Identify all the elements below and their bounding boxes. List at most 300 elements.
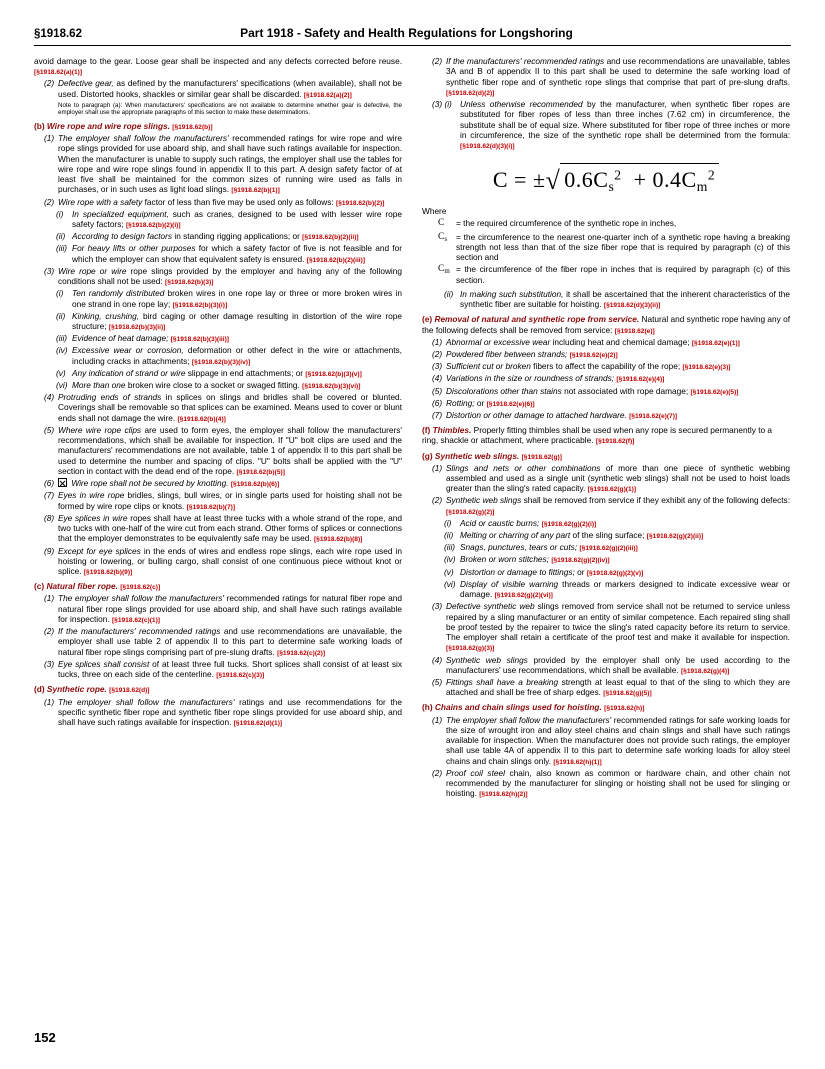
symbol: Cm — [438, 264, 450, 276]
citation: [§1918.62(g)(2)(i)] — [541, 520, 597, 528]
text: and use recommendations are unavailable, tables 3A and B of appendix II to this part shall be used to determine the safe working load of synthetic fiber rope and of synthetic rope slings that comprise that part of pre-slung drafts. — [446, 56, 790, 87]
heading-label: Synthetic web slings. — [434, 450, 520, 461]
text: recommended ratings for safe working loads for the size of wrought iron and alloy steel chains and chain slings and shall have such ratings available for inspection. When the manufacturer does not provide such ratings, the employer shall use table 4A of appendix II to this part to determine safe working loads for alloy steel chains and chain slings only. — [446, 714, 790, 766]
text: slings removed from service shall not be returned to service unless repaired by a sling manufacturer or an entity of similar competence. Each repaired sling shall be proof tested by the repairer to twice the sling's rated capacity before its return to service. The employer shall retain a certificate of the proof test and make it available for inspection. — [446, 601, 790, 643]
paragraph-d3i — [432, 99, 790, 151]
where-label: Where — [422, 205, 447, 216]
lead-in-text: Synthetic web slings — [446, 495, 522, 506]
list-marker: (ii) — [56, 231, 66, 242]
body-text — [460, 99, 790, 151]
citation: [§1918.62(d)(2)] — [446, 89, 495, 97]
list-marker: (1) — [44, 696, 55, 707]
body-text — [58, 626, 402, 658]
citation: [§1918.62(a)(1)] — [34, 69, 83, 77]
list-marker: (2) — [44, 626, 55, 637]
text: recommended ratings for wire rope and wire rope slings provided for use aboard ship, and shall have such ratings available for inspection. When the manufacturer is unable to supply such ratings, the employer shall use the tables for wire rope and wire rope slings found in appendix II to this part. A design safety factor of at least five shall be maintained for the common sizes of running wire used as falls in purchases, or in such uses as light load slings. — [58, 132, 403, 195]
text: chain, also known as common or hardware chain, and other chain not recommended by the manufacturer for slinging or hoisting shall not be used for slinging or hoisting. — [446, 767, 790, 799]
heading-label: Chains and chain slings used for hoisting. — [434, 702, 602, 713]
text: recommended ratings for natural fiber rope and natural fiber rope slings provided for use aboard ship, and shall have such ratings available for inspection. — [58, 593, 402, 624]
paragraph-b1 — [44, 133, 402, 196]
citation: [§1918.62(d)(3)(i)] — [460, 143, 515, 151]
body-text — [460, 579, 790, 600]
paragraph-c3 — [44, 659, 402, 680]
lead-in-text: Defective synthetic web — [446, 601, 535, 612]
text: or — [577, 566, 585, 577]
definition-text: = the circumference of the fiber rope in inches that is required by paragraph (c) of this section. — [456, 264, 790, 285]
body-text — [58, 659, 402, 680]
citation: [§1918.62(e)(3)] — [682, 364, 731, 372]
list-marker: (iii) — [444, 542, 456, 553]
body-text — [460, 554, 790, 565]
citation: [§1918.62(e)(7)] — [629, 412, 678, 420]
paragraph-d3ii — [444, 289, 790, 310]
heading-paragraph-b — [34, 121, 402, 132]
lead-in-text: Fittings shall have a breaking — [446, 676, 559, 687]
list-marker: (1) — [44, 593, 55, 604]
list-marker: (5) — [44, 424, 55, 435]
body-text — [446, 349, 790, 360]
definition-text: = the required circumference of the synthetic rope in inches, — [456, 217, 677, 228]
body-text — [58, 546, 402, 578]
paragraph-b6 — [44, 478, 402, 489]
citation: [§1918.62(e)(1)] — [691, 339, 740, 347]
body-text — [58, 425, 402, 477]
paragraph-b3iv — [56, 345, 402, 366]
list-marker: (2) — [44, 78, 55, 89]
lead-in-text: Unless otherwise recommended — [460, 99, 583, 110]
citation: [§1918.62(b)(6)] — [230, 481, 280, 489]
lead-in-text: Except for eye splices — [58, 545, 141, 556]
list-marker: (3) — [44, 265, 55, 276]
paragraph-b9 — [44, 546, 402, 578]
citation: [§1918.62(g)(2)(iv)] — [551, 557, 610, 565]
definition-C — [438, 218, 790, 230]
body-text — [58, 78, 402, 116]
body-text — [72, 209, 402, 230]
body-text — [72, 311, 402, 332]
list-marker: (3) (i) — [432, 99, 452, 110]
body-text — [72, 345, 402, 366]
citation: [§1918.62(h)] — [604, 705, 645, 713]
body-text — [72, 243, 402, 264]
body-text — [446, 495, 790, 516]
citation: [§1918.62(h)(2)] — [479, 791, 528, 799]
body-text — [446, 655, 790, 676]
lead-in-text: Powdered fiber between strands; — [446, 349, 568, 360]
text: it shall be ascertained that the inherent characteristics of the synthetic fiber are suitable for hoisting. — [460, 289, 791, 310]
page-header — [34, 26, 791, 46]
list-marker: (vi) — [444, 578, 456, 589]
list-marker: (g) — [422, 450, 433, 461]
body-text — [460, 567, 790, 578]
list-marker: (i) — [56, 288, 64, 299]
definition-Cs — [438, 232, 790, 263]
paragraph-e5 — [432, 386, 790, 397]
list-marker: (3) — [44, 658, 55, 669]
lead-in-text: Eyes in wire rope — [58, 490, 125, 501]
list-marker: (i) — [444, 517, 452, 528]
text: for which a safety factor of five is not feasible and for which the employer can show that equivalent safety is ensured. — [72, 243, 402, 264]
lead-in-text: Kinking, crushing, — [72, 310, 140, 321]
left-column — [34, 56, 402, 991]
citation: [§1918.62(g)(2)(vi)] — [494, 592, 553, 600]
list-marker: (h) — [422, 702, 433, 713]
heading-label: Wire rope and wire rope slings. — [46, 120, 170, 131]
citation: [§1918.62(b)(3)(i)] — [172, 301, 228, 309]
lead-in-text: In making such substitution, — [460, 289, 564, 299]
citation: [§1918.62(d)] — [109, 687, 150, 695]
formula-radicand: $0.6C_s^2 + 0.4C_m^2$ — [560, 163, 719, 196]
citation: [§1918.62(c)(1)] — [111, 616, 160, 624]
body-text — [58, 513, 402, 545]
paragraph-b3i — [56, 288, 402, 309]
citation: [§1918.62(e)(6)] — [486, 400, 535, 408]
text: bird caging or other damage resulting in distortion of the wire rope structure; — [72, 310, 402, 331]
paragraph-g2i — [444, 518, 790, 529]
lead-in-text: Rotting; — [446, 397, 475, 408]
body-text — [446, 463, 790, 495]
paragraph-c1 — [44, 593, 402, 625]
citation: [§1918.62(e)] — [614, 327, 655, 335]
body-text — [58, 593, 402, 625]
lead-in-text: In specialized equipment, — [72, 208, 169, 219]
text: broken wire close to a socket or swaged fitting. — [127, 379, 300, 390]
citation: [§1918.62(b)(3)(iii)] — [170, 336, 229, 344]
text: threads or markers designed to indicate excessive wear or damage. — [460, 578, 790, 600]
paragraph-b2i — [56, 209, 402, 230]
text: rope slings provided by the employer and having any of the following conditions shall not be used: — [58, 265, 403, 287]
citation: [§1918.62(d)(3)(ii)] — [603, 302, 661, 310]
citation: [§1918.62(b)(5)] — [236, 468, 285, 476]
list-marker: (7) — [44, 490, 55, 501]
lead-in-text: Wire rope shall not be secured by knotting. — [71, 478, 229, 489]
citation: [§1918.62(b)(8)] — [313, 536, 363, 544]
text: not associated with rope damage; — [564, 385, 689, 396]
body-text — [72, 380, 402, 391]
body-text — [460, 530, 790, 541]
list-marker: (ii) — [444, 530, 454, 541]
body-text — [446, 56, 790, 98]
body-text — [72, 231, 402, 242]
heading-paragraph-d — [34, 684, 402, 695]
lead-in-text: Variations in the size or roundness of strands; — [446, 373, 615, 384]
body-text — [58, 478, 402, 489]
lead-in-text: Any indication of strand or wire — [72, 367, 186, 378]
citation: [§1918.62(d)(1)] — [233, 720, 283, 728]
text: and use recommendations are unavailable, the employer shall use table 2 of appendix II to this part to determine safe working loads of natural fiber rope slings comprising part of pre-slung drafts. — [58, 626, 402, 657]
text: fibers to affect the capability of the rope; — [533, 361, 681, 372]
body-text — [446, 715, 790, 767]
paragraph-b2iii — [56, 243, 402, 264]
paragraph-h2 — [432, 768, 790, 800]
lead-in-text: Broken or worn stitches; — [460, 554, 549, 565]
text: ropes shall have at least three tucks with a whole strand of the rope, and two tucks with one-half of the wire cut from each strand. Other forms of splices or connections that the employer demonstrates to be equivalently safe may be used. — [58, 512, 403, 544]
body-text — [460, 518, 790, 529]
lead-in-text: For heavy lifts or other purposes — [72, 243, 196, 254]
text: strength at least equal to that of the sling to which they are attached and shall be free of sharp edges. — [446, 676, 790, 698]
citation: [§1918.62(b)(3)(vi)] — [302, 382, 361, 390]
body-text — [446, 361, 790, 372]
list-marker: (iii) — [56, 333, 68, 344]
list-marker: (1) — [432, 462, 443, 473]
citation: [§1918.62(g)(2)(iii)] — [579, 545, 638, 553]
paragraph-g2vi — [444, 579, 790, 600]
list-marker: (3) — [432, 601, 443, 612]
citation: [§1918.62(b)(7)] — [186, 503, 236, 511]
citation: [§1918.62(b)(2)] — [336, 199, 385, 207]
lead-in-text: Excessive wear or corrosion, — [72, 345, 184, 356]
body-text — [72, 288, 402, 309]
list-marker: (6) — [432, 397, 443, 408]
page-number: 152 — [34, 1030, 56, 1045]
lead-in-text: Slings and nets or other combinations — [446, 462, 601, 473]
citation: [§1918.62(b)(3)(iv)] — [191, 358, 251, 366]
lead-in-text: Distortion or other damage to attached hardware. — [446, 409, 627, 420]
citation: [§1918.62(g)(2)(ii)] — [646, 533, 704, 541]
paragraph-b3 — [44, 266, 402, 287]
heading-label: Natural fiber rope. — [46, 581, 118, 592]
lead-in-text: Discolorations other than stains — [446, 385, 562, 396]
body-text — [58, 266, 402, 287]
citation: [§1918.62(g)(1)] — [587, 486, 637, 494]
symbol: Cs — [438, 231, 448, 243]
list-marker: (9) — [44, 545, 55, 556]
paragraph-b3v — [56, 368, 402, 379]
body-text — [58, 133, 402, 196]
page-title: Part 1918 - Safety and Health Regulations for Longshoring — [240, 26, 573, 40]
lead-in-text: Synthetic web slings — [446, 654, 528, 665]
list-marker: (2) — [432, 56, 443, 66]
lead-in-text: Wire rope with a safety — [58, 196, 143, 207]
citation: [§1918.62(a)(2)] — [303, 91, 352, 99]
text: in splices on slings and bridles shall be covered or blunted. Coverings shall be removable so that splices can be examined. Means used to cover or blunt ends shall not damage the wire. — [58, 392, 402, 423]
text: factor of less than five may be used only as follows: — [144, 196, 334, 207]
paragraph-b2ii — [56, 231, 402, 242]
list-marker: (8) — [44, 512, 55, 523]
note-to-paragraph: Note to paragraph (a): When manufacturers' specifications are not available to determine whether gear is defective, the employer shall use the appropriate paragraphs of this section to make these determinations. — [58, 101, 402, 117]
lead-in-text: Eye splices in wire — [58, 512, 128, 523]
body-text — [58, 697, 402, 729]
list-marker: (vi) — [56, 379, 68, 390]
definition-Cm — [438, 264, 790, 285]
lead-in-text: Snags, punctures, tears or cuts; — [460, 542, 578, 553]
paragraph-b5 — [44, 425, 402, 477]
lead-in-text: The employer shall follow the manufacturers' — [58, 593, 224, 604]
list-marker: (iii) — [56, 243, 68, 254]
symbol: C — [438, 217, 445, 228]
list-marker: (b) — [34, 120, 45, 131]
text: broken wires in one rope lay or three or more broken wires in one strand in one rope lay; — [72, 288, 402, 309]
paragraph-g4 — [432, 655, 790, 676]
heading-label: Removal of natural and synthetic rope from service. — [434, 314, 640, 325]
paragraph-b3iii — [56, 333, 402, 344]
lead-in-text: The employer shall follow the manufacturers' — [58, 696, 235, 707]
list-marker: (1) — [432, 714, 443, 725]
citation: [§1918.62(b)(2)(i)] — [125, 221, 181, 229]
lead-in-text: Melting or charring of any part — [460, 530, 571, 541]
citation: [§1918.62(g)] — [521, 453, 562, 461]
paragraph-b3vi — [56, 380, 402, 391]
body-text — [446, 768, 790, 800]
text: by the manufacturer, when synthetic fiber ropes are substituted for fiber ropes of less than three inches (7.62 cm) in circumference, the substitute shall be of equal size. Where substituted for fiber rope of three inches or more in circumference, the size of the synthetic rope shall be determined from the formula: — [460, 99, 791, 140]
heading-paragraph-g — [422, 451, 790, 462]
lead-in-text: Eye splices shall consist — [58, 658, 150, 669]
paragraph-d1 — [44, 697, 402, 729]
text: of at least three full tucks. Short splices shall consist of at least six tucks, three on each side of the centerline. — [58, 658, 402, 680]
citation: [§1918.62(b)(2)(iii)] — [306, 256, 366, 264]
body-text — [446, 386, 790, 397]
formula-synthetic-rope-size: C = ±√ $0.6C_s^2 + 0.4C_m^2$ — [422, 163, 790, 197]
paragraph-d2 — [432, 56, 790, 98]
citation: [§1918.62(b)(4)] — [177, 415, 226, 423]
list-marker: (3) — [432, 361, 443, 372]
citation: [§1918.62(b)(9)] — [83, 569, 133, 577]
body-text — [446, 601, 790, 653]
list-marker: (iv) — [444, 554, 456, 565]
body-text — [58, 490, 402, 511]
body-text: avoid damage to the gear. Loose gear shall be inspected and any defects corrected before reuse. — [34, 56, 402, 66]
citation: [§1918.62(e)(2)] — [569, 352, 618, 360]
body-text — [446, 337, 790, 348]
list-marker: (2) — [44, 196, 55, 207]
paragraph-b8 — [44, 513, 402, 545]
text: bridles, slings, bull wires, or in single parts used for hoisting shall not be formed by wire rope clips or knots. — [58, 490, 403, 511]
text: in the ends of wires and endless rope slings, each wire rope used in hoisting or lowering, or bulling cargo, shall consist of one continuous piece without knot or splice. — [58, 545, 402, 577]
citation: [§1918.62(b)(2)(ii)] — [302, 234, 359, 242]
text: shall be removed from service if they exhibit any of the following defects: — [523, 495, 791, 506]
text: ratings and use recommendations for the specific synthetic fiber rope and synthetic fiber rope slings provided for use aboard ship, and shall have such ratings available for inspection. — [58, 696, 402, 728]
lead-in-text: According to design factors — [72, 231, 173, 242]
body-text — [58, 197, 402, 208]
citation: [§1918.62(e)(4)] — [616, 376, 665, 384]
paragraph-g5 — [432, 677, 790, 698]
lead-in-text: Protruding ends of strands — [58, 392, 162, 403]
text: in standing rigging applications; or — [174, 231, 300, 242]
citation: [§1918.62(c)(2)] — [277, 649, 326, 657]
text: are used to form eyes, the employer shall follow the manufacturers' recommendations, which shall be available for inspection. If "U" bolt clips are used and the manufacturers' recommendations are not available, table 1 of appendix II to this part shall be used to determine the number and spacing of clips. "U" bolts shall be applied with the "U" section in contact with the dead end of the rope. — [58, 424, 402, 476]
citation: [§1918.62(g)(4)] — [680, 667, 730, 675]
paragraph-e7 — [432, 410, 790, 421]
text: or — [476, 397, 485, 408]
body-text — [58, 392, 402, 424]
text: Natural and synthetic rope having any of the following defects shall be removed from service: — [422, 314, 790, 335]
list-marker: (ii) — [56, 310, 66, 321]
paragraph-a2 — [44, 78, 402, 116]
paragraph-b4 — [44, 392, 402, 424]
paragraph-b7 — [44, 490, 402, 511]
citation: [§1918.62(c)(3)] — [216, 672, 265, 680]
lead-in-text: Sufficient cut or broken — [446, 361, 531, 372]
list-marker: (iv) — [56, 345, 68, 356]
citation: [§1918.62(h)(1)] — [553, 758, 602, 766]
lead-in-text: The employer shall follow the manufacturers' — [446, 714, 612, 725]
citation: [§1918.62(c)] — [120, 584, 161, 592]
citation: [§1918.62(e)(5)] — [690, 388, 739, 396]
lead-in-text: Acid or caustic burns; — [460, 517, 540, 528]
citation: [§1918.62(g)(2)] — [446, 508, 495, 516]
body-text — [446, 677, 790, 698]
list-marker: (2) — [432, 767, 443, 778]
formula-lhs: C = ± — [492, 167, 546, 193]
lead-in-text: Ten randomly distributed — [72, 288, 165, 299]
list-marker: (4) — [432, 654, 443, 665]
list-marker: (d) — [34, 684, 45, 695]
text: Properly fitting thimbles shall be used when any rope is secured permanently to a ring, shackle or attachment, where practicable. — [422, 425, 773, 446]
paragraph-g2iv — [444, 554, 790, 565]
citation: [§1918.62(g)(2)(v)] — [586, 569, 644, 577]
header-section-number: §1918.62 — [34, 28, 82, 40]
list-marker: (ii) — [444, 289, 454, 299]
lead-in-text: Defective gear, — [58, 78, 114, 89]
heading-paragraph-e — [422, 314, 790, 335]
lead-in-text: Evidence of heat damage; — [72, 333, 169, 344]
list-marker: (1) — [432, 336, 443, 347]
paragraph-b2 — [44, 197, 402, 208]
body-text — [460, 289, 790, 310]
text: including heat and chemical damage; — [552, 336, 690, 347]
heading-paragraph-h — [422, 702, 790, 713]
lead-in-text: Proof coil steel — [446, 767, 505, 778]
citation: [§1918.62(b)(1)] — [231, 187, 280, 195]
lead-in-text: Display of visible warning — [460, 578, 559, 589]
paragraph-a1-continuation — [34, 56, 402, 77]
list-marker: (e) — [422, 314, 433, 325]
citation: [§1918.62(f)] — [595, 438, 635, 446]
list-marker: (6) — [44, 478, 55, 489]
heading-paragraph-c — [34, 581, 402, 592]
lead-in-text: Wire rope or wire — [58, 265, 127, 276]
paragraph-c2 — [44, 626, 402, 658]
list-marker: (4) — [44, 392, 55, 403]
body-text — [446, 410, 790, 421]
text: as defined by the manufacturers' specifications (when available), shall not be used. Distorted hooks, shackles or similar gear shall be discarded. — [58, 78, 403, 99]
list-marker: (c) — [34, 581, 45, 592]
text: deformation or other defect in the wire or attachments, including cracks in attachments; — [72, 345, 402, 366]
definition-text: = the circumference to the nearest one-quarter inch of a synthetic rope having a breaking strength not less than that of the size fiber rope that is required by paragraph (c) of this section and — [456, 231, 790, 263]
two-column-body — [34, 56, 791, 991]
paragraph-g2iii — [444, 542, 790, 553]
citation: [§1918.62(b)] — [172, 123, 213, 131]
list-marker: (5) — [432, 676, 443, 687]
body-text — [460, 542, 790, 553]
body-text — [72, 368, 402, 379]
paragraph-g2v — [444, 567, 790, 578]
crossed-box-icon — [58, 478, 67, 487]
list-marker: (4) — [432, 373, 443, 384]
paragraph-e4 — [432, 373, 790, 384]
citation: [§1918.62(b)(3)(ii)] — [108, 323, 166, 331]
lead-in-text: Distortion or damage to fittings; — [460, 566, 575, 577]
paragraph-g1 — [432, 463, 790, 495]
paragraph-h1 — [432, 715, 790, 767]
list-marker: (f) — [422, 425, 431, 436]
text: of the sling surface; — [572, 530, 645, 541]
list-marker: (v) — [444, 566, 454, 577]
text: slippage in end attachments; or — [187, 367, 304, 378]
paragraph-b3ii — [56, 311, 402, 332]
paragraph-g3 — [432, 601, 790, 653]
heading-label: Thimbles. — [432, 425, 472, 436]
body-text — [446, 398, 790, 409]
lead-in-text: More than one — [72, 379, 126, 390]
body-text — [72, 333, 402, 344]
lead-in-text: If the manufacturers' recommended ratings — [446, 56, 605, 66]
heading-label: Synthetic rope. — [46, 684, 107, 695]
paragraph-e6 — [432, 398, 790, 409]
paragraph-e1 — [432, 337, 790, 348]
lead-in-text: Where wire rope clips — [58, 424, 142, 435]
paragraph-e3 — [432, 361, 790, 372]
